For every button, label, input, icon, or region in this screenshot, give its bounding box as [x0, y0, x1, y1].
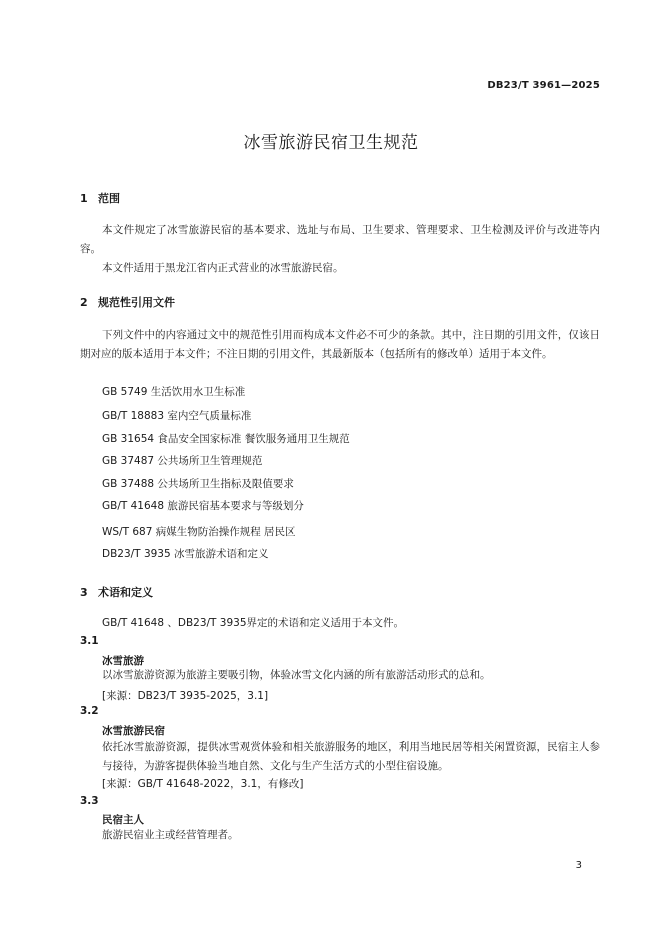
- term-name: 民宿主人: [102, 814, 144, 826]
- section-number: 2: [80, 296, 88, 309]
- paragraph: 本文件规定了冰雪旅游民宿的基本要求、选址与布局、卫生要求、管理要求、卫生检测及评价与改进等内容。: [80, 224, 600, 255]
- reference-item: GB/T 41648 旅游民宿基本要求与等级划分: [102, 500, 304, 512]
- reference-item: GB 37488 公共场所卫生指标及限值要求: [102, 478, 294, 490]
- term-definition: 旅游民宿业主或经营管理者。: [102, 829, 239, 841]
- reference-item: WS/T 687 病媒生物防治操作规程 居民区: [102, 526, 296, 538]
- section-number: 3: [80, 586, 88, 599]
- reference-item: GB/T 18883 室内空气质量标准: [102, 410, 252, 422]
- term-number: 3.2: [80, 705, 99, 717]
- term-number: 3.3: [80, 795, 99, 807]
- term-name: 冰雪旅游: [102, 655, 144, 667]
- section-heading-terms-definitions: [80, 584, 153, 600]
- reference-item: GB 37487 公共场所卫生管理规范: [102, 455, 263, 467]
- reference-item: GB 31654 食品安全国家标准 餐饮服务通用卫生规范: [102, 433, 350, 445]
- section-title: 范围: [98, 192, 120, 205]
- document-title: 冰雪旅游民宿卫生规范: [243, 133, 419, 153]
- term-number: 3.1: [80, 635, 99, 647]
- paragraph: 下列文件中的内容通过文中的规范性引用而构成本文件必不可少的条款。其中，注日期的引用文件，仅该日期对应的版本适用于本文件；不注日期的引用文件，其最新版本（包括所有的修改单）适用于本文件。: [80, 329, 600, 360]
- section-heading-normative-references: [80, 294, 175, 310]
- section-heading-scope: [80, 190, 120, 206]
- reference-item: DB23/T 3935 冰雪旅游术语和定义: [102, 548, 269, 560]
- term-source: [来源：GB/T 41648-2022，3.1，有修改]: [102, 778, 304, 790]
- section-number: 1: [80, 192, 88, 205]
- term-source: [来源：DB23/T 3935-2025，3.1]: [102, 690, 269, 702]
- paragraph: 本文件适用于黑龙江省内正式营业的冰雪旅游民宿。: [102, 262, 344, 274]
- term-definition: 以冰雪旅游资源为旅游主要吸引物，体验冰雪文化内涵的所有旅游活动形式的总和。: [102, 669, 491, 681]
- term-name: 冰雪旅游民宿: [102, 725, 165, 737]
- section-title: 术语和定义: [98, 586, 153, 599]
- reference-item: GB 5749 生活饮用水卫生标准: [102, 386, 246, 398]
- document-code: DB23/T 3961—2025: [487, 80, 600, 91]
- section-title: 规范性引用文件: [98, 296, 175, 309]
- term-definition: 依托冰雪旅游资源，提供冰雪观赏体验和相关旅游服务的地区，利用当地民居等相关闲置资源，民宿主人参与接待，为游客提供体验当地自然、文化与生产生活方式的小型住宿设施。: [102, 741, 600, 772]
- paragraph: GB/T 41648 、DB23/T 3935界定的术语和定义适用于本文件。: [102, 617, 405, 629]
- page-number: 3: [575, 860, 582, 871]
